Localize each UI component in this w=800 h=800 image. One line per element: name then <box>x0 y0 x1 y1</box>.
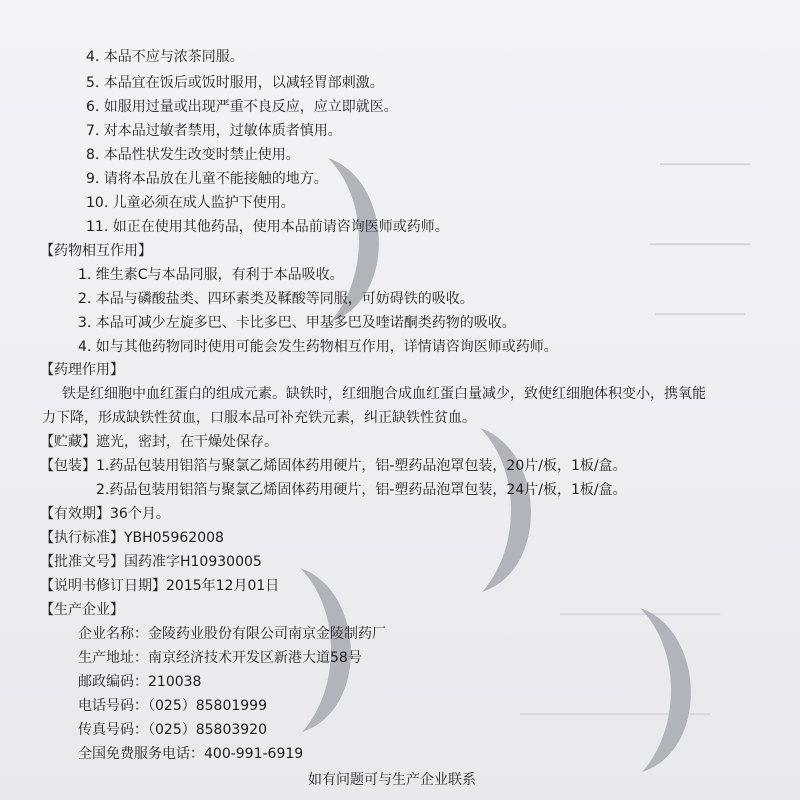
crescent-watermark-icon <box>470 420 550 600</box>
packaging-info: 【包装】1.药品包装用铝箔与聚氯乙烯固体药用硬片，铝-塑药品泡罩包装，20片/板，1板/盒。 <box>40 458 627 474</box>
manufacturer-detail: 企业名称：金陵药业股份有限公司南京金陵制药厂 <box>78 626 386 642</box>
section-heading-manufacturer: 【生产企业】 <box>40 602 124 618</box>
precaution-item: 5. 本品宜在饭后或饭时服用，以减轻胃部刺激。 <box>86 75 384 91</box>
storage-info: 【贮藏】遮光，密封，在干燥处保存。 <box>40 434 278 450</box>
bleed-through-text: ▁▁▁▁▁▁▁▁▁ <box>660 151 750 166</box>
packaging-info: 2.药品包装用铝箔与聚氯乙烯固体药用硬片，铝-塑药品泡罩包装，24片/板，1板/盒。 <box>96 482 627 498</box>
footer-note: 如有问题可与生产企业联系 <box>308 772 476 788</box>
precaution-item: 8. 本品性状发生改变时禁止使用。 <box>86 147 300 163</box>
bleed-through-text: ▁▁▁▁▁▁▁▁▁▁▁▁▁▁▁▁ <box>560 601 720 616</box>
precaution-item: 10. 儿童必须在成人监护下使用。 <box>86 195 295 211</box>
precaution-item: 7. 对本品过敏者禁用，过敏体质者慎用。 <box>86 123 342 139</box>
bleed-through-text: ▁▁▁▁▁▁▁▁▁▁▁▁▁▁▁▁▁▁▁ <box>520 701 710 716</box>
interaction-item: 3. 本品可减少左旋多巴、卡比多巴、甲基多巴及喹诺酮类药物的吸收。 <box>78 315 516 331</box>
bleed-through-text: ▁▁▁▁▁▁▁▁▁ <box>655 301 745 316</box>
section-heading-interactions: 【药物相互作用】 <box>40 243 152 259</box>
precaution-item: 6. 如服用过量或出现严重不良反应，应立即就医。 <box>86 99 398 115</box>
pharmacology-text: 力下降，形成缺铁性贫血，口服本品可补充铁元素，纠正缺铁性贫血。 <box>42 410 476 426</box>
precaution-item: 11. 如正在使用其他药品，使用本品前请咨询医师或药师。 <box>86 219 449 235</box>
standard-info: 【执行标准】YBH05962008 <box>40 530 224 546</box>
crescent-watermark-icon <box>630 600 710 780</box>
manufacturer-detail: 全国免费服务电话：400-991-6919 <box>78 746 304 762</box>
interaction-item: 1. 维生素C与本品同服，有利于本品吸收。 <box>78 267 344 283</box>
precaution-item: 9. 请将本品放在儿童不能接触的地方。 <box>86 171 328 187</box>
section-heading-pharmacology: 【药理作用】 <box>40 362 124 378</box>
manufacturer-detail: 电话号码：（025）85801999 <box>78 698 267 714</box>
interaction-item: 2. 本品与磷酸盐类、四环素类及鞣酸等同服，可妨碍铁的吸收。 <box>78 291 474 307</box>
precaution-item: 4. 本品不应与浓茶同服。 <box>86 49 244 65</box>
interaction-item: 4. 如与其他药物同时使用可能会发生药物相互作用，详情请咨询医师或药师。 <box>78 339 558 355</box>
manufacturer-detail: 传真号码：（025）85803920 <box>78 722 267 738</box>
manufacturer-detail: 生产地址：南京经济技术开发区新港大道58号 <box>78 650 362 666</box>
manufacturer-detail: 邮政编码：210038 <box>78 674 202 690</box>
revision-date: 【说明书修订日期】2015年12月01日 <box>40 578 280 594</box>
pharmacology-text: 铁是红细胞中血红蛋白的组成元素。缺铁时，红细胞合成血红蛋白量减少，致使红细胞体积变小，携氧能 <box>62 386 706 402</box>
approval-number: 【批准文号】国药准字H10930005 <box>40 554 262 570</box>
validity-info: 【有效期】36个月。 <box>40 506 170 522</box>
bleed-through-text: ▁▁▁▁▁▁▁▁▁▁ <box>650 231 750 246</box>
